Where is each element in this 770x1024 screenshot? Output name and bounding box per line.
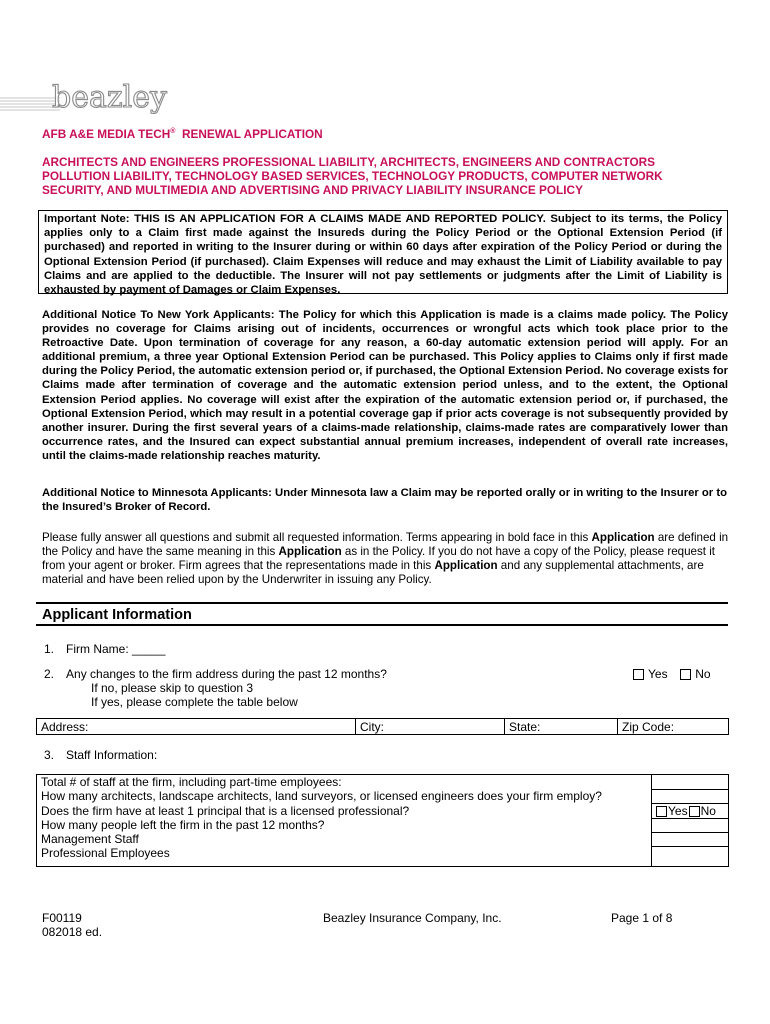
address-table bbox=[36, 718, 729, 735]
staff-left-answer[interactable] bbox=[652, 818, 729, 832]
address-cell[interactable]: Address: bbox=[37, 719, 356, 735]
beazley-logo bbox=[0, 80, 195, 116]
staff-table bbox=[36, 774, 729, 867]
staff-row-label: Total # of staff at the firm, including part-time employees: bbox=[37, 775, 652, 790]
zip-code-cell[interactable]: Zip Code: bbox=[618, 719, 729, 735]
svg-text:beazley: beazley bbox=[52, 80, 167, 115]
licensed-staff-answer[interactable] bbox=[652, 789, 729, 803]
table-row bbox=[37, 818, 729, 832]
table-row bbox=[37, 846, 729, 867]
question-2-note-yes: If yes, please complete the table below bbox=[91, 695, 298, 709]
professional-employees-answer[interactable] bbox=[652, 846, 729, 867]
form-edition: 082018 ed. bbox=[42, 925, 103, 939]
staff-row-label: Management Staff bbox=[37, 832, 652, 846]
state-cell[interactable]: State: bbox=[505, 719, 618, 735]
instructions-paragraph: Please fully answer all questions and submit all requested information. Terms appearing in bold face in this Application are defined in the Policy and have the same meaning in this Application as in the Policy. If you do not have a copy of the Policy, please request it from your agent or broker. Firm agrees that the representations made in this Application and any supplemental attachments, are material and have been relied upon by the Underwriter in issuing any Policy. bbox=[42, 531, 729, 587]
policy-heading bbox=[42, 155, 732, 197]
question-3: 3. Staff Information: bbox=[44, 748, 158, 762]
heading-line: ARCHITECTS AND ENGINEERS PROFESSIONAL LIABILITY, ARCHITECTS, ENGINEERS AND CONTRACTORS bbox=[42, 155, 656, 169]
table-row bbox=[37, 789, 729, 803]
question-2: 2. Any changes to the firm address during the past 12 months? bbox=[44, 667, 387, 681]
new-york-notice: Additional Notice To New York Applicants: The Policy for which this Application is made is a claims made policy. The Policy provides no coverage for Claims arising out of incidents, occurrences or wrongful acts which took place prior to the Retroactive Date. Upon termination of coverage for any reason, a 60-day automatic extension period will apply. For an additional premium, a three year Optional Extension Period can be purchased. This Policy applies to Claims only if first made during the Policy Period, the automatic extension period or, if purchased, the Optional Extension Period. No coverage exists for Claims made after termination of coverage and the automatic extension period unless, and to the extent, the Optional Extension Period applies. No coverage will exist after the expiration of the automatic extension period or, if purchased, the Optional Extension Period, which may result in a potential coverage gap if prior acts coverage is not subsequently provided by another insurer. During the first several years of a claims-made relationship, claims-made rates are comparatively lower than occurrence rates, and the Insured can expect substantial annual premium increases, independent of overall rate increases, until the claims-made relationship reaches maturity. bbox=[42, 309, 728, 462]
company-name: Beazley Insurance Company, Inc. bbox=[323, 911, 502, 925]
licensed-principal-answer: Yes No bbox=[652, 803, 729, 818]
address-change-no-checkbox[interactable] bbox=[680, 669, 691, 680]
table-row bbox=[37, 832, 729, 846]
address-change-options: Yes No bbox=[633, 667, 711, 681]
page-number: Page 1 of 8 bbox=[611, 911, 673, 925]
licensed-principal-no-checkbox[interactable] bbox=[689, 806, 700, 817]
question-2-note-no: If no, please skip to question 3 bbox=[91, 681, 254, 695]
form-title: AFB A&E MEDIA TECH® RENEWAL APPLICATION bbox=[42, 127, 323, 141]
staff-total-answer[interactable] bbox=[652, 775, 729, 790]
table-row bbox=[37, 803, 729, 818]
licensed-principal-yes-checkbox[interactable] bbox=[656, 806, 667, 817]
table-row bbox=[37, 775, 729, 790]
heading-line: SECURITY, AND MULTIMEDIA AND ADVERTISING AND PRIVACY LIABILITY INSURANCE POLICY bbox=[42, 183, 583, 197]
management-staff-answer[interactable] bbox=[652, 832, 729, 846]
question-1: 1. Firm Name: _____ bbox=[44, 642, 166, 656]
city-cell[interactable]: City: bbox=[356, 719, 505, 735]
section-applicant-information: Applicant Information bbox=[36, 602, 728, 626]
staff-row-label: Professional Employees bbox=[37, 846, 652, 867]
staff-row-label: How many people left the firm in the past 12 months? bbox=[37, 818, 652, 832]
staff-row-label: Does the firm have at least 1 principal that is a licensed professional? bbox=[37, 803, 652, 818]
staff-row-label: How many architects, landscape architects, land surveyors, or licensed engineers does your firm employ? bbox=[37, 789, 652, 803]
important-note: Important Note: THIS IS AN APPLICATION FOR A CLAIMS MADE AND REPORTED POLICY. Subject to its terms, the Policy applies only to a Claim first made against the Insureds during the Policy Period or the Optional Extension Period (if purchased) and reported in writing to the Insurer during or within 60 days after expiration of the Policy Period or during the Optional Extension Period (if purchased). Claim Expenses will reduce and may exhaust the Limit of Liability available to pay Claims and are applied to the deductible. The Insurer will not pay settlements or judgments after the Limit of Liability is exhausted by payment of Damages or Claim Expenses. bbox=[38, 210, 728, 294]
heading-line: POLLUTION LIABILITY, TECHNOLOGY BASED SERVICES, TECHNOLOGY PRODUCTS, COMPUTER NETWORK bbox=[42, 169, 663, 183]
form-number: F00119 bbox=[42, 911, 82, 925]
address-change-yes-checkbox[interactable] bbox=[633, 669, 644, 680]
minnesota-notice: Additional Notice to Minnesota Applicants: Under Minnesota law a Claim may be reported orally or in writing to the Insurer or to the Insured’s Broker of Record. bbox=[42, 487, 728, 514]
firm-name-field[interactable]: _____ bbox=[132, 642, 166, 656]
